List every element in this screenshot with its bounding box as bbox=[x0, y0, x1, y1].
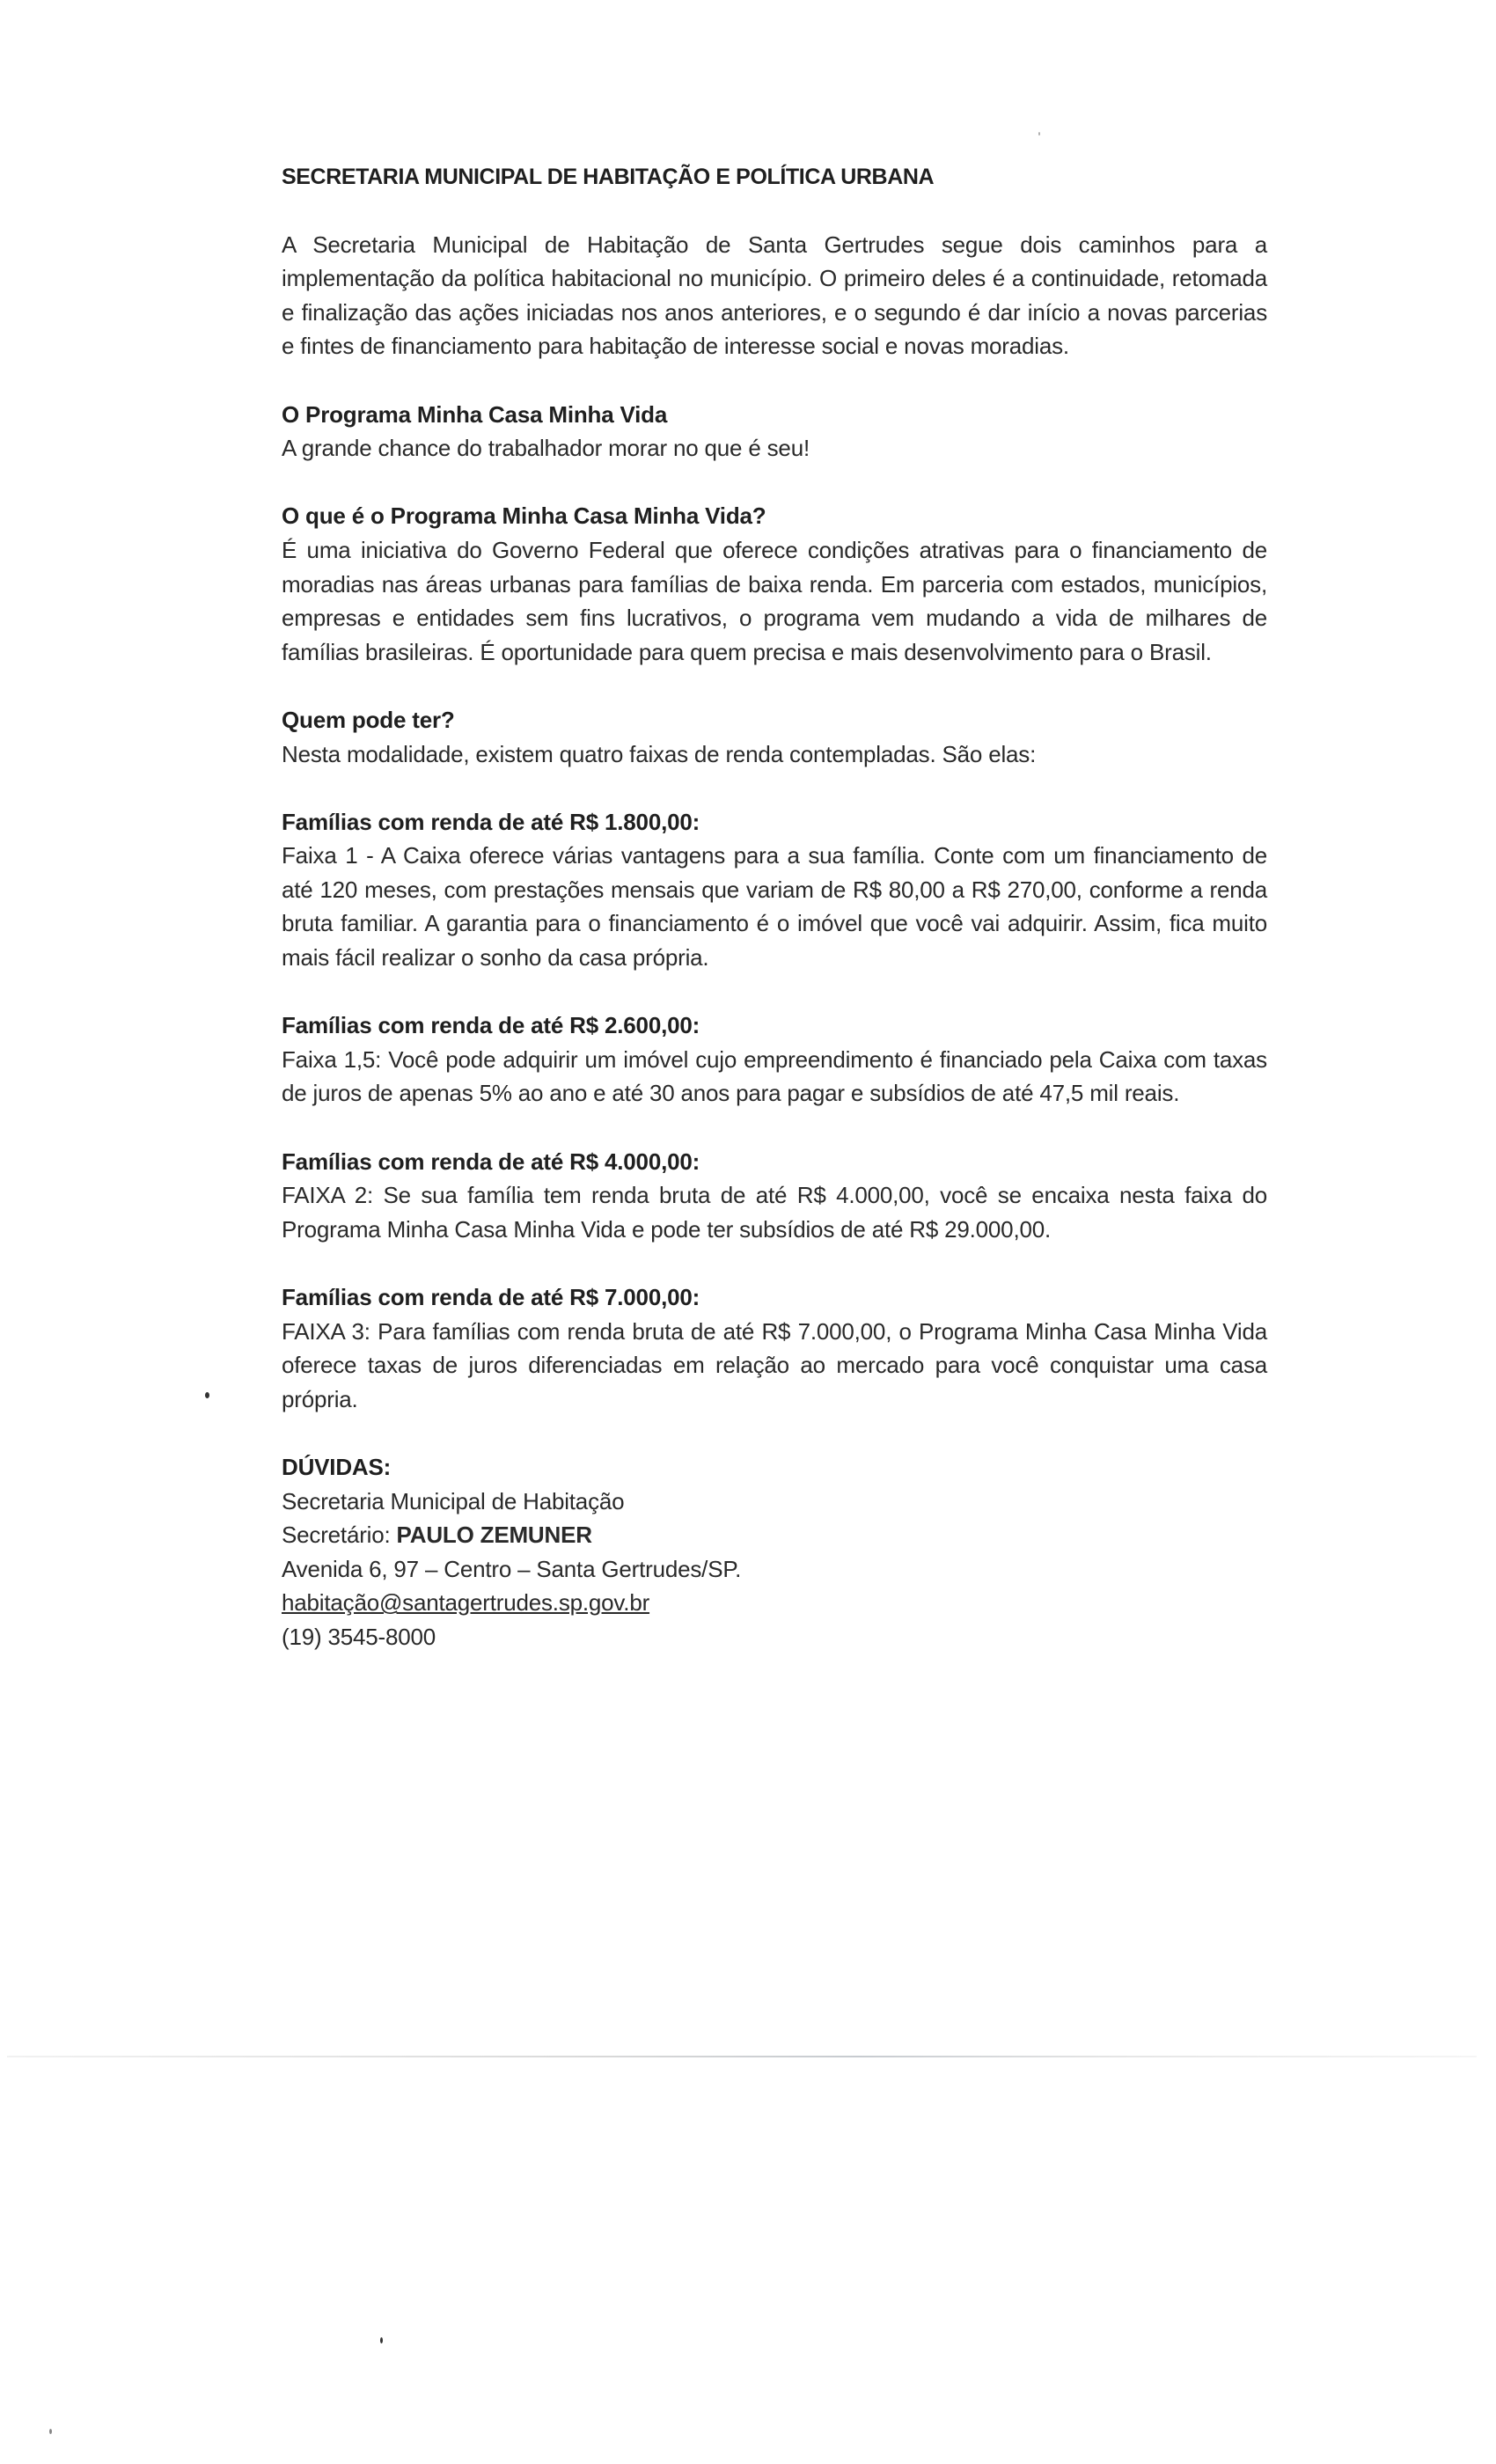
scan-speck bbox=[1038, 132, 1040, 136]
intro-section bbox=[282, 228, 1267, 363]
contact-secretary bbox=[282, 1518, 1267, 1552]
program-tagline: A grande chance do trabalhador morar no que é seu! bbox=[282, 435, 810, 462]
what-is-heading: O que é o Programa Minha Casa Minha Vida? bbox=[282, 502, 766, 530]
income-band-heading: Famílias com renda de até R$ 2.600,00: bbox=[282, 1012, 700, 1039]
what-is-section bbox=[282, 499, 1267, 669]
secretary-label: Secretário: bbox=[282, 1522, 397, 1549]
scan-speck bbox=[205, 1392, 209, 1398]
income-band-text: FAIXA 3: Para famílias com renda bruta de até R$ 7.000,00, o Programa Minha Casa Minha Vida oferece taxas de juros diferenciadas em relação ao mercado para você conquistar uma casa própria. bbox=[282, 1317, 1267, 1412]
program-section bbox=[282, 398, 1267, 466]
document-title: SECRETARIA MUNICIPAL DE HABITAÇÃO E POLÍTICA URBANA bbox=[282, 165, 935, 189]
income-band-3 bbox=[282, 1145, 1267, 1247]
contact-office: Secretaria Municipal de Habitação bbox=[282, 1487, 625, 1514]
who-can-paragraph: Nesta modalidade, existem quatro faixas de renda contempladas. São elas: bbox=[282, 740, 1037, 767]
scan-speck bbox=[49, 2429, 52, 2434]
contact-email-link[interactable]: habitação@santagertrudes.sp.gov.br bbox=[282, 1589, 650, 1617]
intro-paragraph: A Secretaria Municipal de Habitação de Santa Gertrudes segue dois caminhos para a implementação da política habitacional no município. O primeiro deles é a continuidade, retomada e finalização das ações iniciadas nos anos anteriores, e o segundo é dar início a novas parcerias e fintes de financiamento para habitação de interesse social e novas moradias. bbox=[282, 231, 1267, 360]
contact-heading: DÚVIDAS: bbox=[282, 1453, 392, 1480]
income-band-2 bbox=[282, 1008, 1267, 1111]
contact-address: Avenida 6, 97 – Centro – Santa Gertrudes/SP. bbox=[282, 1555, 742, 1582]
contact-phone: (19) 3545-8000 bbox=[282, 1623, 436, 1650]
secretary-name: PAULO ZEMUNER bbox=[396, 1522, 592, 1549]
income-band-text: Faixa 1,5: Você pode adquirir um imóvel cujo empreendimento é financiado pela Caixa com taxas de juros de apenas 5% ao ano e até 30 anos para pagar e subsídios de até 47,5 mil reais. bbox=[282, 1045, 1267, 1107]
contact-email-line bbox=[282, 1586, 1267, 1620]
income-band-4 bbox=[282, 1280, 1267, 1416]
income-band-text: FAIXA 2: Se sua família tem renda bruta de até R$ 4.000,00, você se encaixa nesta faixa do Programa Minha Casa Minha Vida e pode ter subsídios de até R$ 29.000,00. bbox=[282, 1182, 1267, 1243]
income-band-1 bbox=[282, 805, 1267, 975]
contact-section bbox=[282, 1450, 1267, 1654]
scan-edge-line bbox=[7, 2056, 1477, 2057]
scan-speck bbox=[380, 2337, 383, 2343]
document-page bbox=[282, 160, 1267, 1688]
income-band-heading: Famílias com renda de até R$ 4.000,00: bbox=[282, 1148, 700, 1175]
income-band-text: Faixa 1 - A Caixa oferece várias vantagens para a sua família. Conte com um financiamento de até 120 meses, com prestações mensais que variam de R$ 80,00 a R$ 270,00, conforme a renda bruta familiar. A garantia para o financiamento é o imóvel que você vai adquirir. Assim, fica muito mais fácil realizar o sonho da casa própria. bbox=[282, 842, 1267, 972]
who-can-section bbox=[282, 703, 1267, 771]
what-is-paragraph: É uma iniciativa do Governo Federal que oferece condições atrativas para o financiamento de moradias nas áreas urbanas para famílias de baixa renda. Em parceria com estados, municípios, empresas e entidades sem fins lucrativos, o programa vem mudando a vida de milhares de famílias brasileiras. É oportunidade para quem precisa e mais desenvolvimento para o Brasil. bbox=[282, 536, 1267, 665]
program-heading: O Programa Minha Casa Minha Vida bbox=[282, 400, 668, 428]
income-band-heading: Famílias com renda de até R$ 7.000,00: bbox=[282, 1284, 700, 1310]
who-can-heading: Quem pode ter? bbox=[282, 706, 455, 733]
income-band-heading: Famílias com renda de até R$ 1.800,00: bbox=[282, 808, 700, 835]
